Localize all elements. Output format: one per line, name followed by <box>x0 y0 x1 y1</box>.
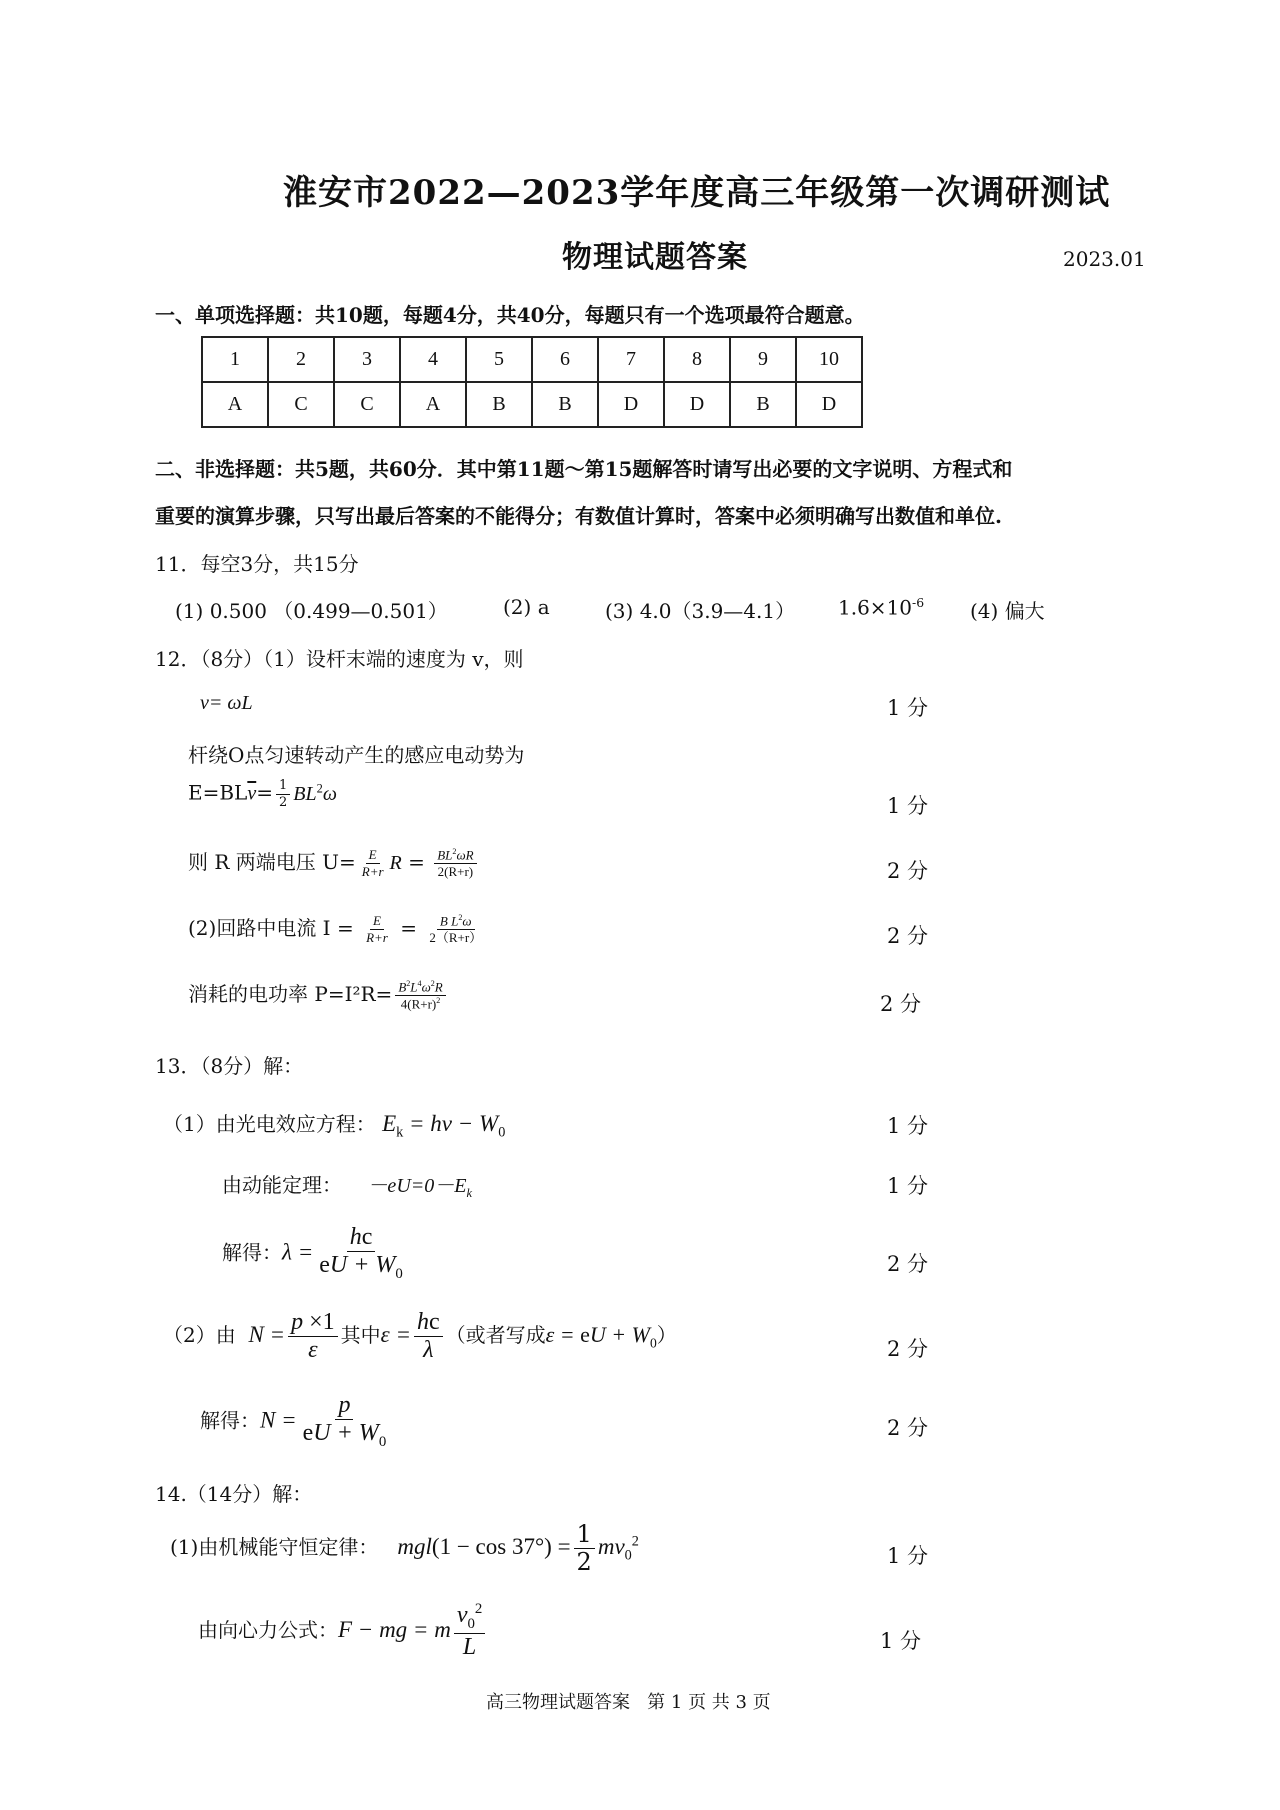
q12-line-4: 则 R 两端电压 U= $\frac{E}{R+r}$ R = $\frac{BL^2\omega R}{2(R+r)}$ <box>188 846 480 879</box>
q13-header: 13．（8分）解： <box>155 1054 304 1078</box>
section1-heading: 一、单项选择题：共10题，每题4分，共40分，每题只有一个选项最符合题意。 <box>155 303 865 327</box>
score: 1 分 <box>887 1544 929 1568</box>
q12-line-6: 消耗的电功率 P=I²R= $\frac{B^2L^4\omega^2R}{4(R+r)^2}$ <box>188 978 449 1011</box>
score: 2 分 <box>887 1416 929 1440</box>
q12-header: 12．（8分）（1）设杆末端的速度为 v，则 <box>155 647 524 671</box>
page-subtitle: 物理试题答案 <box>562 240 748 275</box>
q13-line-5: 解得：N = $\frac{p}{eU + W_0}$ <box>200 1392 387 1450</box>
table-cell: C <box>334 382 400 427</box>
section2-heading-line2: 重要的演算步骤，只写出最后答案的不能得分；有数值计算时，答案中必须明确写出数值和单位. <box>155 504 1002 528</box>
table-cell: 9 <box>730 337 796 382</box>
page-title: 淮安市2022—2023学年度高三年级第一次调研测试 <box>283 173 1111 213</box>
q13-line-4: （2）由 N = $\frac{p \times 1}{\varepsilon}$ 其中ε = $\frac{hc}{\lambda}$ （或者写成ε = eU + $W_0$） <box>163 1309 677 1364</box>
score: 2 分 <box>880 992 922 1016</box>
q12-line-2: 杆绕O点匀速转动产生的感应电动势为 <box>188 743 525 767</box>
q12-line-1: v= ωL <box>200 692 253 714</box>
score: 1 分 <box>887 794 929 818</box>
table-cell: B <box>730 382 796 427</box>
q12-line-5: (2)回路中电流 I = $\frac{E}{R+r}$ = $\frac{B L^2\omega}{2(R+r)}$ <box>188 913 483 946</box>
q12-line-3: $E=BL\overline{v}=$ $\frac{1}{2}$ $BL^2\omega$ <box>188 778 337 810</box>
score: 2 分 <box>887 1337 929 1361</box>
q14-line-2: 由向心力公式：F − mg = m $\frac{v_0^2}{L}$ <box>198 1602 488 1661</box>
answer-table <box>201 336 863 428</box>
score: 2 分 <box>887 924 929 948</box>
table-cell: C <box>268 382 334 427</box>
table-cell: 1 <box>202 337 268 382</box>
table-cell: 4 <box>400 337 466 382</box>
table-cell: 8 <box>664 337 730 382</box>
score: 1 分 <box>880 1629 922 1653</box>
q11-answer-5: (4) 偏大 <box>970 599 1045 623</box>
table-cell: D <box>598 382 664 427</box>
table-cell: A <box>202 382 268 427</box>
score: 1 分 <box>887 1114 929 1138</box>
q11-answer-3: (3) 4.0（3.9—4.1） <box>605 599 796 623</box>
answer-table-container <box>201 336 863 428</box>
table-cell: 10 <box>796 337 862 382</box>
section2-heading-line1: 二、非选择题：共5题，共60分．其中第11题～第15题解答时请写出必要的文字说明、方程式和 <box>155 457 1013 481</box>
score: 1 分 <box>887 1174 929 1198</box>
table-row <box>202 337 862 382</box>
table-cell: 5 <box>466 337 532 382</box>
table-cell: A <box>400 382 466 427</box>
table-cell: 6 <box>532 337 598 382</box>
q11-answer-2: (2) a <box>503 595 550 619</box>
score: 1 分 <box>887 696 929 720</box>
q14-line-1: (1)由机械能守恒定律： mgl(1 − cos 37°) = $\frac{1}{2}$ $mv_0^2$ <box>170 1520 639 1577</box>
score: 2 分 <box>887 859 929 883</box>
table-cell: B <box>532 382 598 427</box>
table-cell: 2 <box>268 337 334 382</box>
score: 2 分 <box>887 1252 929 1276</box>
q11-answer-4: $1.6\times 10^{-6}$ <box>838 595 925 620</box>
q14-header: 14.（14分）解： <box>155 1482 313 1506</box>
date: 2023.01 <box>1063 247 1146 271</box>
table-cell: D <box>796 382 862 427</box>
table-cell: 7 <box>598 337 664 382</box>
table-row <box>202 382 862 427</box>
q13-line-3: 解得：λ = $\frac{hc}{eU + W_0}$ <box>222 1224 403 1282</box>
table-cell: D <box>664 382 730 427</box>
table-cell: 3 <box>334 337 400 382</box>
q13-line-1: （1）由光电效应方程： $E_k = h\nu - W_0$ <box>163 1111 506 1141</box>
page-footer: 高三物理试题答案 第 1 页 共 3 页 <box>486 1692 771 1713</box>
q11-answer-1: (1) 0.500 （0.499—0.501） <box>175 599 448 623</box>
q11-header: 11．每空3分，共15分 <box>155 552 359 576</box>
q13-line-2: 由动能定理： $-eU=0-E_k$ <box>222 1173 472 1200</box>
table-cell: B <box>466 382 532 427</box>
